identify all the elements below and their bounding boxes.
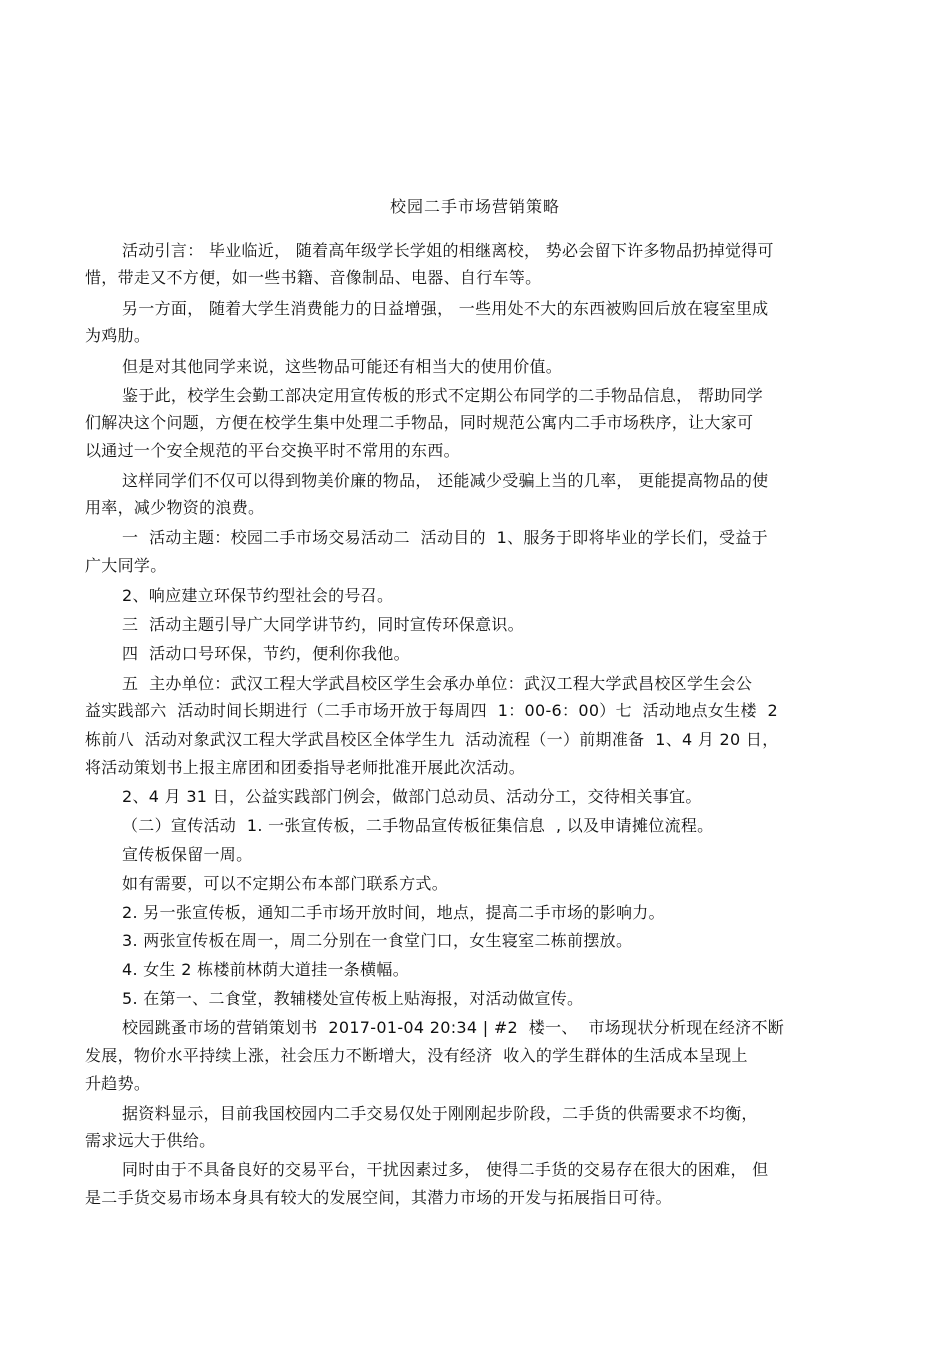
text-line: 2、4 月 31 日，公益实践部门例会，做部门总动员、活动分工，交待相关事宜。 [122, 787, 702, 806]
text-line: 据资料显示，目前我国校园内二手交易仅处于刚刚起步阶段，二手货的供需要求不均衡， [122, 1104, 758, 1123]
text-line: 2、响应建立环保节约型社会的号召。 [122, 586, 394, 605]
text-line: 将活动策划书上报主席团和团委指导老师批准开展此次活动。 [85, 758, 526, 777]
text-line: 是二手货交易市场本身具有较大的发展空间，其潜力市场的开发与拓展指日可待。 [85, 1188, 672, 1207]
text-line: 栋前八 活动对象武汉工程大学武昌校区全体学生九 活动流程（一）前期准备 1、4 月 20 日， [85, 730, 779, 749]
text-line: 为鸡肋。 [85, 326, 151, 345]
text-line: 2. 另一张宣传板，通知二手市场开放时间，地点，提高二手市场的影响力。 [122, 903, 665, 922]
text-line: 鉴于此，校学生会勤工部决定用宣传板的形式不定期公布同学的二手物品信息， 帮助同学 [122, 386, 764, 405]
text-line: 校园跳蚤市场的营销策划书 2017-01-04 20:34 | #2 楼一、 市场现状分析现在经济不断 [122, 1018, 785, 1037]
text-line: 发展，物价水平持续上涨，社会压力不断增大，没有经济 收入的学生群体的生活成本呈现上 [85, 1046, 748, 1065]
text-line: 另一方面， 随着大学生消费能力的日益增强， 一些用处不大的东西被购回后放在寝室里成 [122, 299, 769, 318]
text-line: 需求远大于供给。 [85, 1131, 216, 1150]
text-line: 广大同学。 [85, 556, 167, 575]
text-line: 这样同学们不仅可以得到物美价廉的物品， 还能减少受骗上当的几率， 更能提高物品的使 [122, 471, 769, 490]
text-line: 四 活动口号环保，节约，便利你我他。 [122, 644, 410, 663]
text-line: 活动引言： 毕业临近， 随着高年级学长学姐的相继离校， 势必会留下许多物品扔掉觉得可 [122, 241, 774, 260]
text-line: 但是对其他同学来说，这些物品可能还有相当大的使用价值。 [122, 357, 563, 376]
text-line: 宣传板保留一周。 [122, 845, 253, 864]
text-line: 一 活动主题：校园二手市场交易活动二 活动目的 1、服务于即将毕业的学长们，受益于 [122, 528, 768, 547]
text-line: 同时由于不具备良好的交易平台，干扰因素过多， 使得二手货的交易存在很大的困难， 但 [122, 1160, 769, 1179]
text-line: 五 主办单位：武汉工程大学武昌校区学生会承办单位：武汉工程大学武昌校区学生会公 [122, 674, 753, 693]
text-line: 惜，带走又不方便，如一些书籍、音像制品、电器、自行车等。 [85, 268, 542, 287]
text-line: 3. 两张宣传板在周一，周二分别在一食堂门口，女生寝室二栋前摆放。 [122, 931, 633, 950]
text-line: 以通过一个安全规范的平台交换平时不常用的东西。 [85, 441, 460, 460]
text-line: 们解决这个问题，方便在校学生集中处理二手物品，同时规范公寓内二手市场秩序，让大家可 [85, 413, 754, 432]
text-line: 用率，减少物资的浪费。 [85, 498, 265, 517]
text-line: 升趋势。 [85, 1074, 151, 1093]
text-line: 如有需要，可以不定期公布本部门联系方式。 [122, 874, 449, 893]
text-line: （二）宣传活动 1. 一张宣传板，二手物品宣传板征集信息 , 以及申请摊位流程。 [122, 816, 714, 835]
text-line: 益实践部六 活动时间长期进行（二手市场开放于每周四 1：00-6：00）七 活动地点女生楼 2 [85, 701, 779, 720]
document-title: 校园二手市场营销策略 [389, 197, 560, 216]
text-line: 4. 女生 2 栋楼前林荫大道挂一条横幅。 [122, 960, 410, 979]
text-line: 三 活动主题引导广大同学讲节约，同时宣传环保意识。 [122, 615, 524, 634]
text-line: 5. 在第一、二食堂，教辅楼处宣传板上贴海报，对活动做宣传。 [122, 989, 584, 1008]
